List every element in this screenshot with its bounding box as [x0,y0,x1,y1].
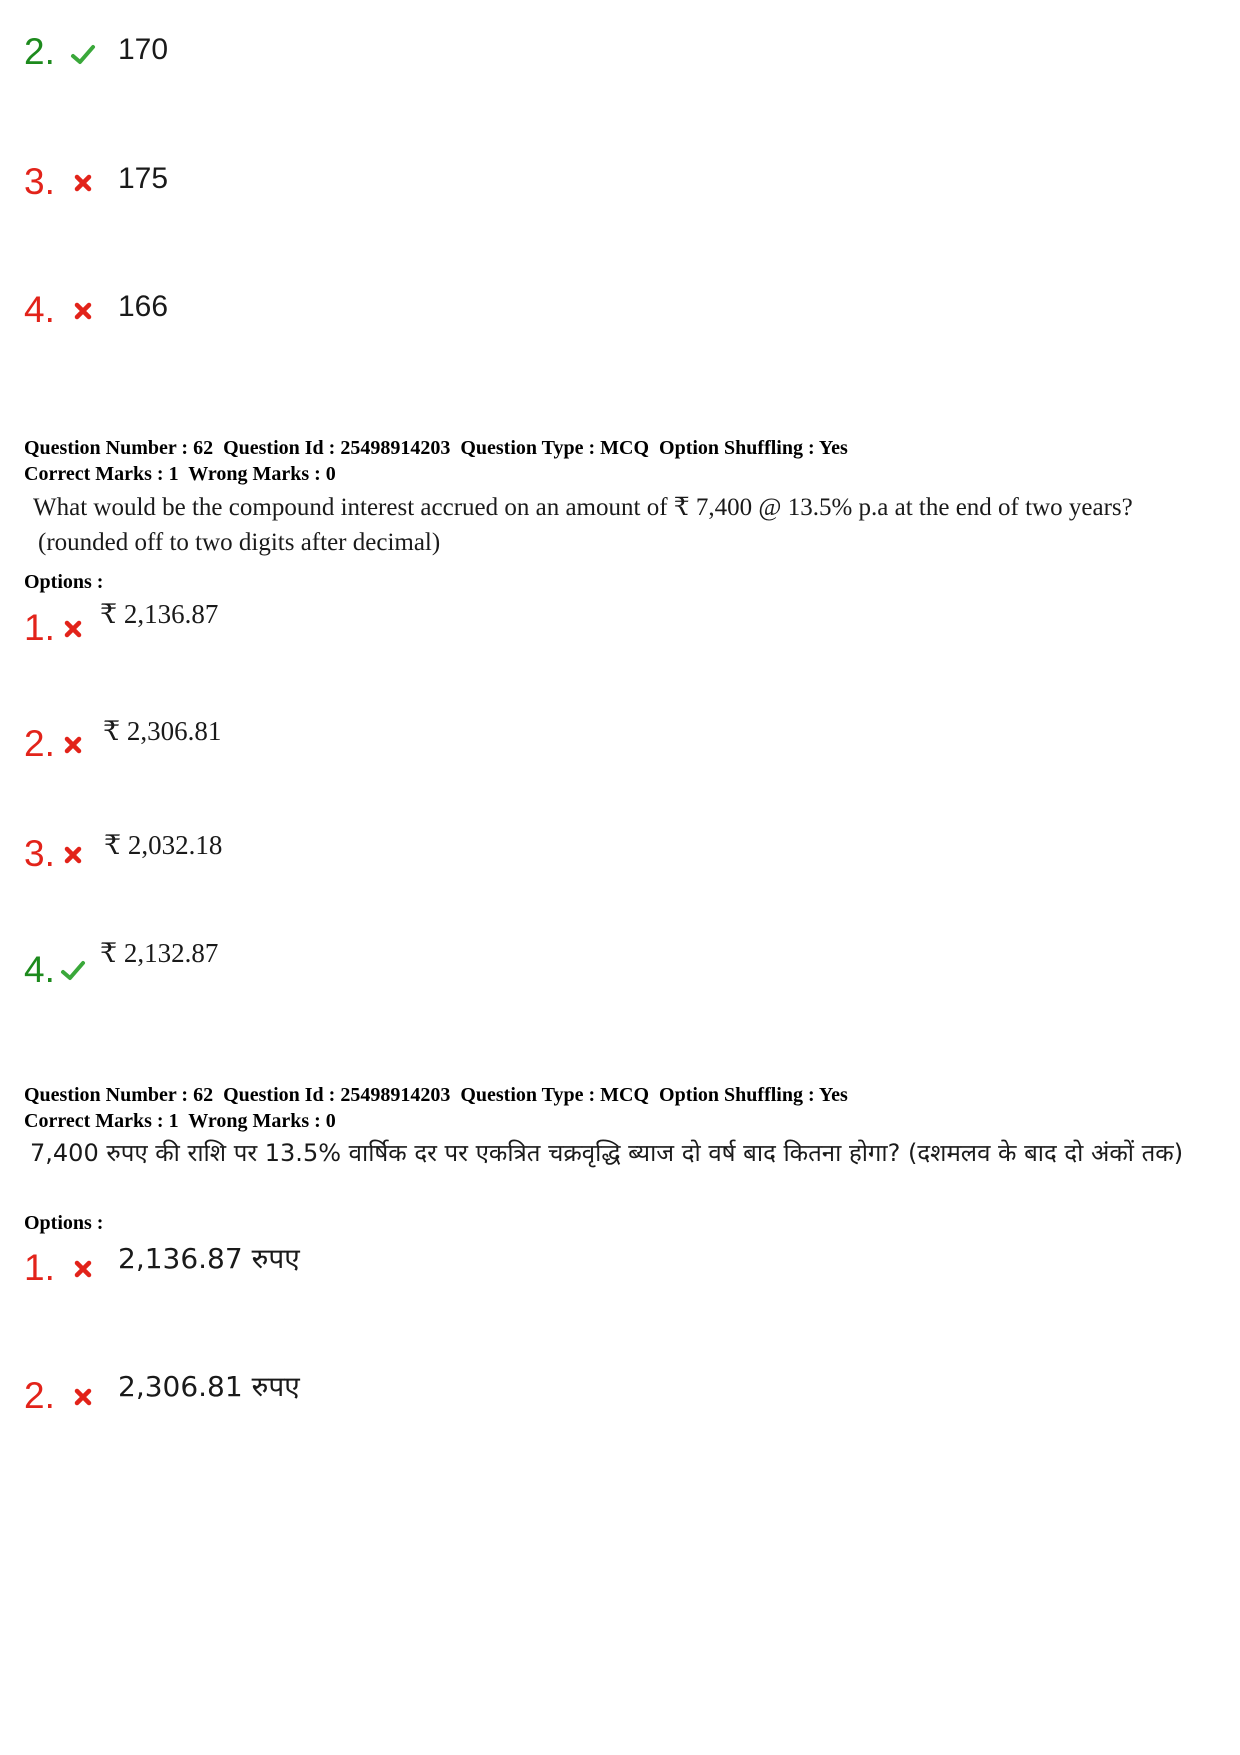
option-text: 170 [118,33,169,66]
cross-mark-icon [60,842,86,868]
question-marks: Correct Marks : 1 Wrong Marks : 0 [24,463,336,485]
question-text: What would be the compound interest accrued on an amount of ₹ 7,400 @ 13.5% p.a at the end of two years? [33,494,1133,521]
option-number: 2. [24,723,55,764]
option-row [0,288,1240,368]
option-row [0,596,1240,676]
option-number: 2. [24,31,55,72]
option-number: 1. [24,1247,55,1288]
option-text: 2,306.81 रुपए [118,1370,300,1403]
cross-mark-icon [60,732,86,758]
option-row [0,935,1240,1015]
option-row [0,712,1240,792]
option-text: ₹ 2,306.81 [103,716,222,746]
option-row [0,30,1240,110]
question-text-hindi: 7,400 रुपए की राशि पर 13.5% वार्षिक दर पर एकत्रित चक्रवृद्धि ब्याज दो वर्ष बाद कितना होगा? (दशमलव के बाद दो अंकों तक) [30,1139,1184,1167]
check-mark-icon [70,42,96,68]
question-marks: Correct Marks : 1 Wrong Marks : 0 [24,1110,336,1132]
option-row [0,160,1240,240]
question-meta: Question Number : 62 Question Id : 25498914203 Question Type : MCQ Option Shuffling : Yes [24,1084,848,1106]
option-number: 4. [24,289,55,330]
cross-mark-icon [60,616,86,642]
option-number: 2. [24,1375,55,1416]
option-text: ₹ 2,032.18 [104,830,223,860]
option-number: 3. [24,833,55,874]
option-text: ₹ 2,132.87 [100,938,219,968]
option-number: 3. [24,161,55,202]
option-row [0,826,1240,906]
option-row [0,1240,1240,1320]
question-meta: Question Number : 62 Question Id : 25498914203 Question Type : MCQ Option Shuffling : Yes [24,437,848,459]
cross-mark-icon [70,170,96,196]
check-mark-icon [60,958,86,984]
cross-mark-icon [70,1256,96,1282]
option-number: 4. [24,949,55,990]
options-label: Options : [24,1212,104,1234]
option-number: 1. [24,607,55,648]
cross-mark-icon [70,1384,96,1410]
option-text: 166 [118,290,169,323]
option-text: 2,136.87 रुपए [118,1242,300,1275]
options-label: Options : [24,571,104,593]
question-text-continued: (rounded off to two digits after decimal) [38,529,441,556]
option-text: ₹ 2,136.87 [100,599,219,629]
option-text: 175 [118,162,169,195]
option-row [0,1368,1240,1448]
cross-mark-icon [70,298,96,324]
